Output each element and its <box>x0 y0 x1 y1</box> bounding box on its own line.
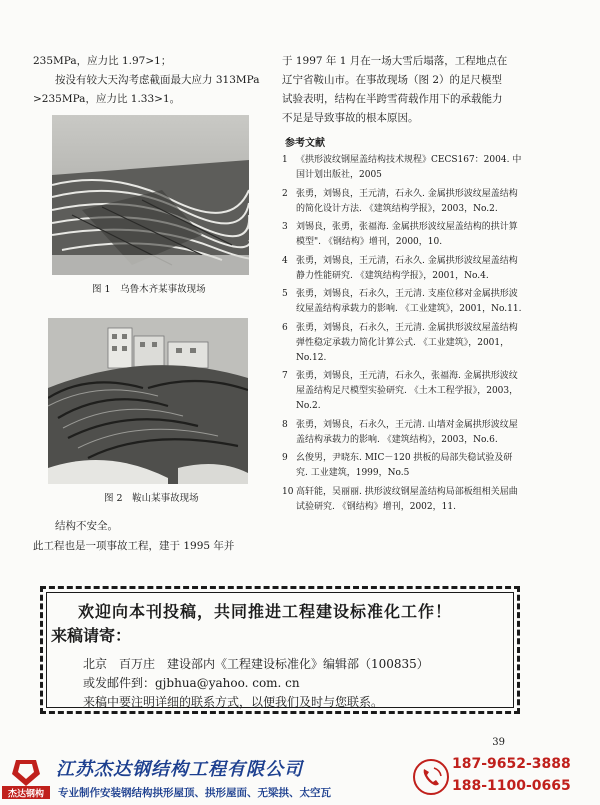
reference-number: 5 <box>282 289 288 299</box>
reference-number: 2 <box>282 188 288 199</box>
phone-icon <box>412 758 450 796</box>
figure-1-caption: 图 1 乌鲁木齐某事故现场 <box>92 284 206 295</box>
logo-text: 杰达钢构 <box>7 789 45 800</box>
reference-item <box>282 254 522 284</box>
contact-note: 来稿中要注明详细的联系方式，以便我们及时与您联系。 <box>83 695 384 709</box>
reference-number: 8 <box>282 419 288 430</box>
reference-text: 张勇，刘锡良，王元清，石永久. 金属拱形波纹屋盖结构的简化设计方法. 《建筑结构学报》，2003，No.2. <box>296 188 518 214</box>
body-line: 于 1997 年 1 月在一场大雪后塌落，工程地点在 <box>282 55 508 67</box>
figure-2-caption: 图 2 鞍山某事故现场 <box>104 493 199 504</box>
company-name: 江苏杰达钢结构工程有限公司 <box>56 759 303 780</box>
reference-item <box>282 220 522 250</box>
body-line: 试验表明，结构在半跨雪荷载作用下的承载能力 <box>282 93 503 105</box>
references-heading: 参考文献 <box>285 138 325 149</box>
reference-item <box>282 187 522 217</box>
reference-number: 4 <box>282 255 288 266</box>
reference-item <box>282 418 522 448</box>
body-line: 此工程也是一项事故工程，建于 1995 年并 <box>33 540 235 552</box>
reference-item <box>282 321 522 366</box>
body-line: 辽宁省鞍山市。在事故现场（图 2）的足尺模型 <box>282 74 503 86</box>
reference-list <box>282 153 522 518</box>
reference-text: 张勇，刘锡良，石永久，王元清. 金属拱形波纹屋盖结构弹性稳定承载力简化计算公式. 《工业建筑》，2001，No.12. <box>296 322 518 363</box>
body-line: 不足是导致事故的根本原因。 <box>282 112 419 124</box>
reference-text: 刘锡良，张勇，张福海. 金属拱形波纹屋盖结构的拱计算模型". 《钢结构》增刊，2000，10. <box>296 222 518 247</box>
body-line: >235MPa，应力比 1.33>1。 <box>33 93 181 105</box>
reference-number: 6 <box>282 322 288 333</box>
company-slogan: 专业制作安装钢结构拱形屋顶、拱形屋面、无梁拱、太空瓦 <box>58 787 331 799</box>
reference-number: 7 <box>282 371 288 381</box>
reference-number: 10 <box>282 486 294 497</box>
reference-item <box>282 153 522 183</box>
reference-number: 3 <box>282 222 288 232</box>
reference-text: 张勇，刘锡良，石永久，王元清. 支座位移对金属拱形波纹屋盖结构承载力的影响. 《工业建筑》，2001，No.11. <box>296 289 522 314</box>
reference-item <box>282 369 522 414</box>
phone-number-2: 188-1100-0665 <box>452 778 571 794</box>
reference-item <box>282 451 522 481</box>
call-headline: 欢迎向本刊投稿，共同推进工程建设标准化工作！ <box>78 602 453 621</box>
figure-2-photo <box>48 318 248 484</box>
reference-number: 9 <box>282 453 288 463</box>
reference-text: 高轩能，吴丽丽. 拱形波纹钢屋盖结构局部板组相关屈曲试验研究. 《钢结构》增刊，2002，11. <box>296 486 518 512</box>
reference-text: 张勇，刘锡良，王元清，石永久，张福海. 金属拱形波纹屋盖结构足尺模型实验研究. 《土木工程学报》，2003，No.2. <box>296 371 519 411</box>
reference-item <box>282 485 522 515</box>
email-line: 或发邮件到：gjbhua@yahoo. com. cn <box>83 676 300 690</box>
reference-text: 《拱形波纹钢屋盖结构技术规程》CECS167：2004. 中国计划出版社，2005 <box>296 155 522 180</box>
company-logo <box>2 756 50 800</box>
reference-text: 张勇，刘锡良，王元清，石永久. 金属拱形波纹屋盖结构静力性能研究. 《建筑结构学报》，2001，No.4. <box>296 255 518 281</box>
reference-text: 张勇，刘锡良，石永久，王元清. 山墙对金属拱形波纹屋盖结构承载力的影响. 《建筑结构》，2003，No.6. <box>296 419 518 445</box>
reference-number: 1 <box>282 155 288 165</box>
body-line: 按没有较大天沟考虑截面最大应力 313MPa <box>55 74 260 86</box>
page-number: 39 <box>492 737 505 748</box>
send-to-label: 来稿请寄： <box>51 626 132 645</box>
body-line: 235MPa，应力比 1.97>1； <box>33 55 172 67</box>
reference-text: 幺俊男，尹晓东. MIC－120 拱板的局部失稳试验及研究. 工业建筑，1999，No.5 <box>296 453 513 478</box>
figure-1-photo <box>52 115 249 275</box>
body-line: 结构不安全。 <box>55 520 118 532</box>
mailing-address: 北京 百万庄 建设部内《工程建设标准化》编辑部（100835） <box>83 657 429 671</box>
call-for-papers-box <box>40 586 520 714</box>
phone-number-1: 187-9652-3888 <box>452 756 571 772</box>
reference-item <box>282 287 522 317</box>
